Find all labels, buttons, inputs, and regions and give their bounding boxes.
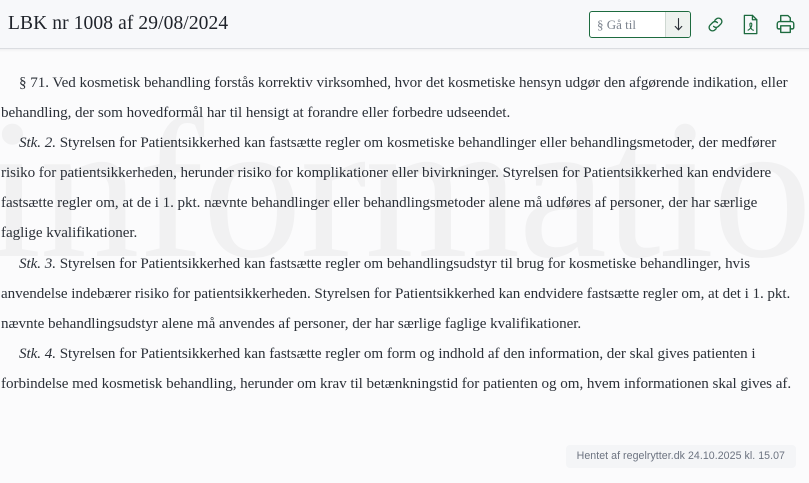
header-toolbar: [589, 11, 796, 38]
paragraph-stk-3: [0, 249, 804, 339]
paragraph-text: Styrelsen for Patientsikkerhed kan fastsætte regler om form og indhold af den information, der skal gives patienten i forbindelse med kosmetisk behandling, herunder om krav til betænkningstid for patienten og om, hvem informationen skal gives af.: [1, 345, 792, 392]
paragraph-text: Ved kosmetisk behandling forstås korrektiv virksomhed, hvor det kosmetiske hensyn udgør den afgørende indikation, eller behandling, der som hovedformål har til hensigt at forandre eller forbedre udseendet.: [1, 75, 788, 122]
paragraph-lead: Stk. 3.: [19, 255, 56, 272]
paragraph-lead: § 71.: [19, 75, 49, 91]
download-pdf-button[interactable]: [739, 12, 761, 36]
paragraph-text: Styrelsen for Patientsikkerhed kan fastsætte regler om behandlingsudstyr til brug for kosmetiske behandlinger, hvis anvendelse indebærer risiko for patientsikkerheden. Styrelsen for Patientsikkerhed kan endvidere fastsætte regler om, at det i 1. pkt. nævnte behandlingsudstyr alene må anvendes af personer, der har særlige faglige kvalifikationer.: [1, 255, 791, 332]
copy-link-button[interactable]: [704, 12, 726, 36]
paragraph-stk-4: [0, 339, 804, 399]
paragraph-lead: Stk. 4.: [19, 345, 56, 362]
document-body: [0, 49, 809, 483]
arrow-down-icon: [672, 17, 685, 32]
goto-submit-button[interactable]: [665, 12, 690, 37]
goto-section-control[interactable]: [589, 11, 691, 38]
print-button[interactable]: [774, 12, 796, 36]
pdf-file-icon: [741, 14, 760, 35]
document-header-bar: [0, 0, 809, 49]
link-icon: [706, 15, 725, 34]
retrieval-stamp: Hentet af regelrytter.dk 24.10.2025 kl. 15.07: [566, 445, 796, 468]
paragraph-stk-2: [0, 128, 804, 248]
page-title: LBK nr 1008 af 29/08/2024: [8, 13, 229, 34]
paragraph-71: [0, 68, 804, 128]
document-text-content: [0, 49, 809, 399]
paragraph-text: Styrelsen for Patientsikkerhed kan fastsætte regler om kosmetiske behandlinger eller behandlingsmetoder, der medfører risiko for patientsikkerheden, herunder risiko for komplikationer eller bivirkninger. Styrelsen for Patientsikkerhed kan endvidere fastsætte regler om, at de i 1. pkt. nævnte behandlinger eller behandlingsmetoder alene må udføres af personer, der har særlige faglige kvalifikationer.: [1, 135, 777, 242]
printer-icon: [775, 14, 796, 34]
paragraph-lead: Stk. 2.: [19, 135, 56, 152]
goto-section-input[interactable]: [590, 12, 665, 37]
